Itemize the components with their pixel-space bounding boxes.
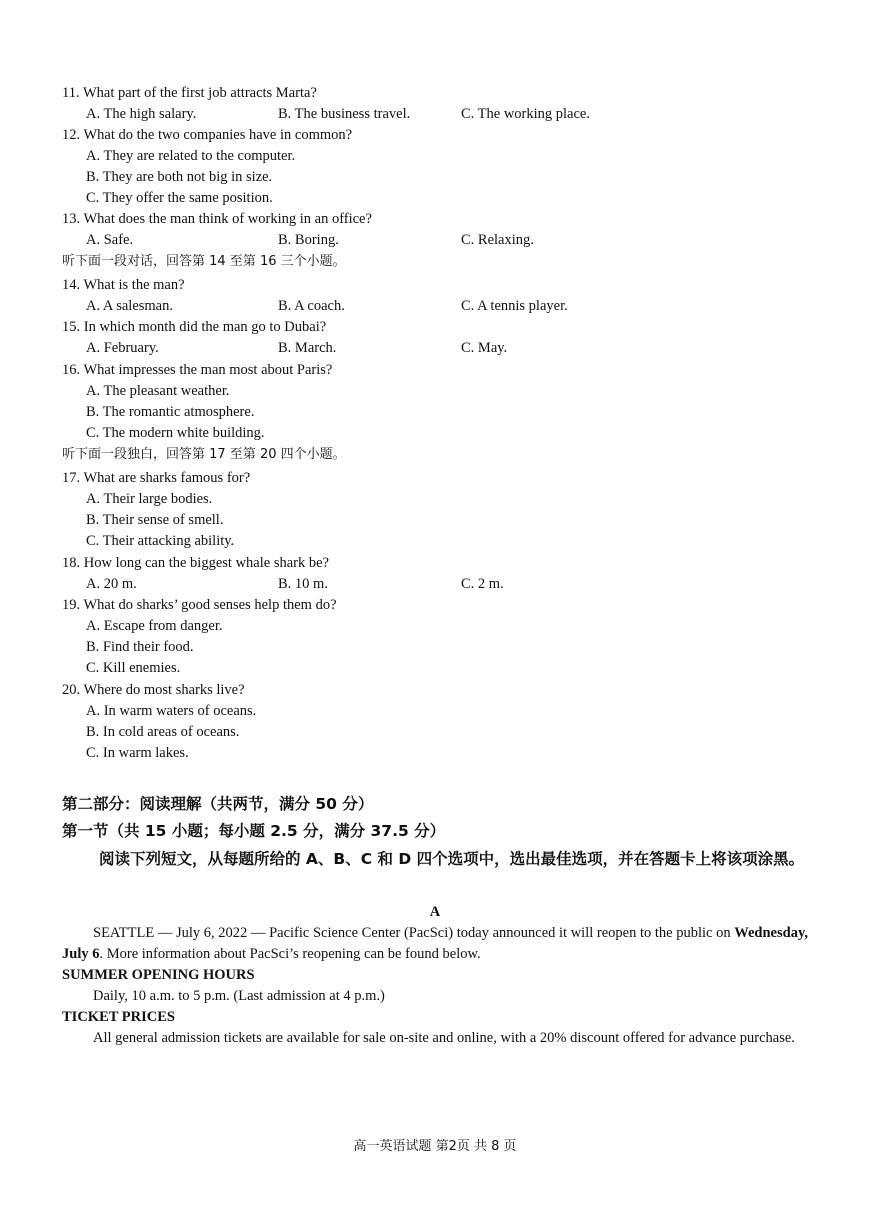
reading-instruction: 阅读下列短文，从每题所给的 A、B、C 和 D 四个选项中，选出最佳选项，并在答题卡上将该项涂黑。 <box>99 850 805 868</box>
hours-text: Daily, 10 a.m. to 5 p.m. (Last admission at 4 p.m.) <box>93 988 385 1004</box>
passage-intro <box>62 923 808 965</box>
question-14-option-c: C. A tennis player. <box>461 298 568 314</box>
question-17-option-c: C. Their attacking ability. <box>86 533 235 549</box>
question-11-stem: 11. What part of the first job attracts Marta? <box>62 85 317 101</box>
question-12-option-b: B. They are both not big in size. <box>86 169 273 185</box>
question-20-option-a: A. In warm waters of oceans. <box>86 703 257 719</box>
instruction-17-20: 听下面一段独白，回答第 17 至第 20 四个小题。 <box>62 447 346 462</box>
question-15-option-c: C. May. <box>461 340 508 356</box>
question-20-stem: 20. Where do most sharks live? <box>62 682 245 698</box>
question-18-stem: 18. How long can the biggest whale shark be? <box>62 555 329 571</box>
question-16-stem: 16. What impresses the man most about Paris? <box>62 362 333 378</box>
question-17-stem: 17. What are sharks famous for? <box>62 470 251 486</box>
hours-heading: SUMMER OPENING HOURS <box>62 967 255 983</box>
question-14-stem: 14. What is the man? <box>62 277 185 293</box>
question-20-option-b: B. In cold areas of oceans. <box>86 724 240 740</box>
question-18-option-c: C. 2 m. <box>461 576 504 592</box>
question-13-option-c: C. Relaxing. <box>461 232 534 248</box>
question-13-stem: 13. What does the man think of working in an office? <box>62 211 372 227</box>
question-16-option-b: B. The romantic atmosphere. <box>86 404 255 420</box>
question-17-option-a: A. Their large bodies. <box>86 491 213 507</box>
question-19-option-a: A. Escape from danger. <box>86 618 223 634</box>
question-13-option-a: A. Safe. <box>86 232 134 248</box>
question-15-option-a: A. February. <box>86 340 159 356</box>
intro-date: Wednesday, July 6 <box>62 925 809 962</box>
question-15-stem: 15. In which month did the man go to Dubai? <box>62 319 327 335</box>
question-12-option-c: C. They offer the same position. <box>86 190 273 206</box>
question-19-option-b: B. Find their food. <box>86 639 194 655</box>
question-16-option-a: A. The pleasant weather. <box>86 383 230 399</box>
question-14-option-a: A. A salesman. <box>86 298 173 314</box>
question-11-option-a: A. The high salary. <box>86 106 197 122</box>
question-13-option-b: B. Boring. <box>278 232 339 248</box>
question-16-option-c: C. The modern white building. <box>86 425 265 441</box>
tickets-text: All general admission tickets are available for sale on-site and online, with a 20% discount offered for advance purchase. <box>93 1030 795 1046</box>
passage-letter: A <box>429 904 441 920</box>
question-12-stem: 12. What do the two companies have in common? <box>62 127 353 143</box>
question-19-stem: 19. What do sharks’ good senses help them do? <box>62 597 337 613</box>
tickets-heading: TICKET PRICES <box>62 1009 175 1025</box>
question-15-option-b: B. March. <box>278 340 337 356</box>
question-11-option-c: C. The working place. <box>461 106 590 122</box>
question-17-option-b: B. Their sense of smell. <box>86 512 224 528</box>
question-19-option-c: C. Kill enemies. <box>86 660 181 676</box>
question-20-option-c: C. In warm lakes. <box>86 745 189 761</box>
intro-text: SEATTLE — July 6, 2022 — Pacific Science Center (PacSci) today announced it will reopen to the public on <box>93 925 731 941</box>
question-14-option-b: B. A coach. <box>278 298 345 314</box>
intro-end: . More information about PacSci’s reopening can be found below. <box>99 946 481 962</box>
part2-title: 第二部分：阅读理解（共两节，满分 50 分） <box>62 795 374 813</box>
question-18-option-a: A. 20 m. <box>86 576 137 592</box>
instruction-14-16: 听下面一段对话，回答第 14 至第 16 三个小题。 <box>62 254 346 269</box>
page-footer: 高一英语试题 第2页 共 8 页 <box>353 1139 517 1154</box>
question-18-option-b: B. 10 m. <box>278 576 328 592</box>
question-12-option-a: A. They are related to the computer. <box>86 148 296 164</box>
question-11-option-b: B. The business travel. <box>278 106 411 122</box>
section1-title: 第一节（共 15 小题；每小题 2.5 分，满分 37.5 分） <box>62 822 446 840</box>
